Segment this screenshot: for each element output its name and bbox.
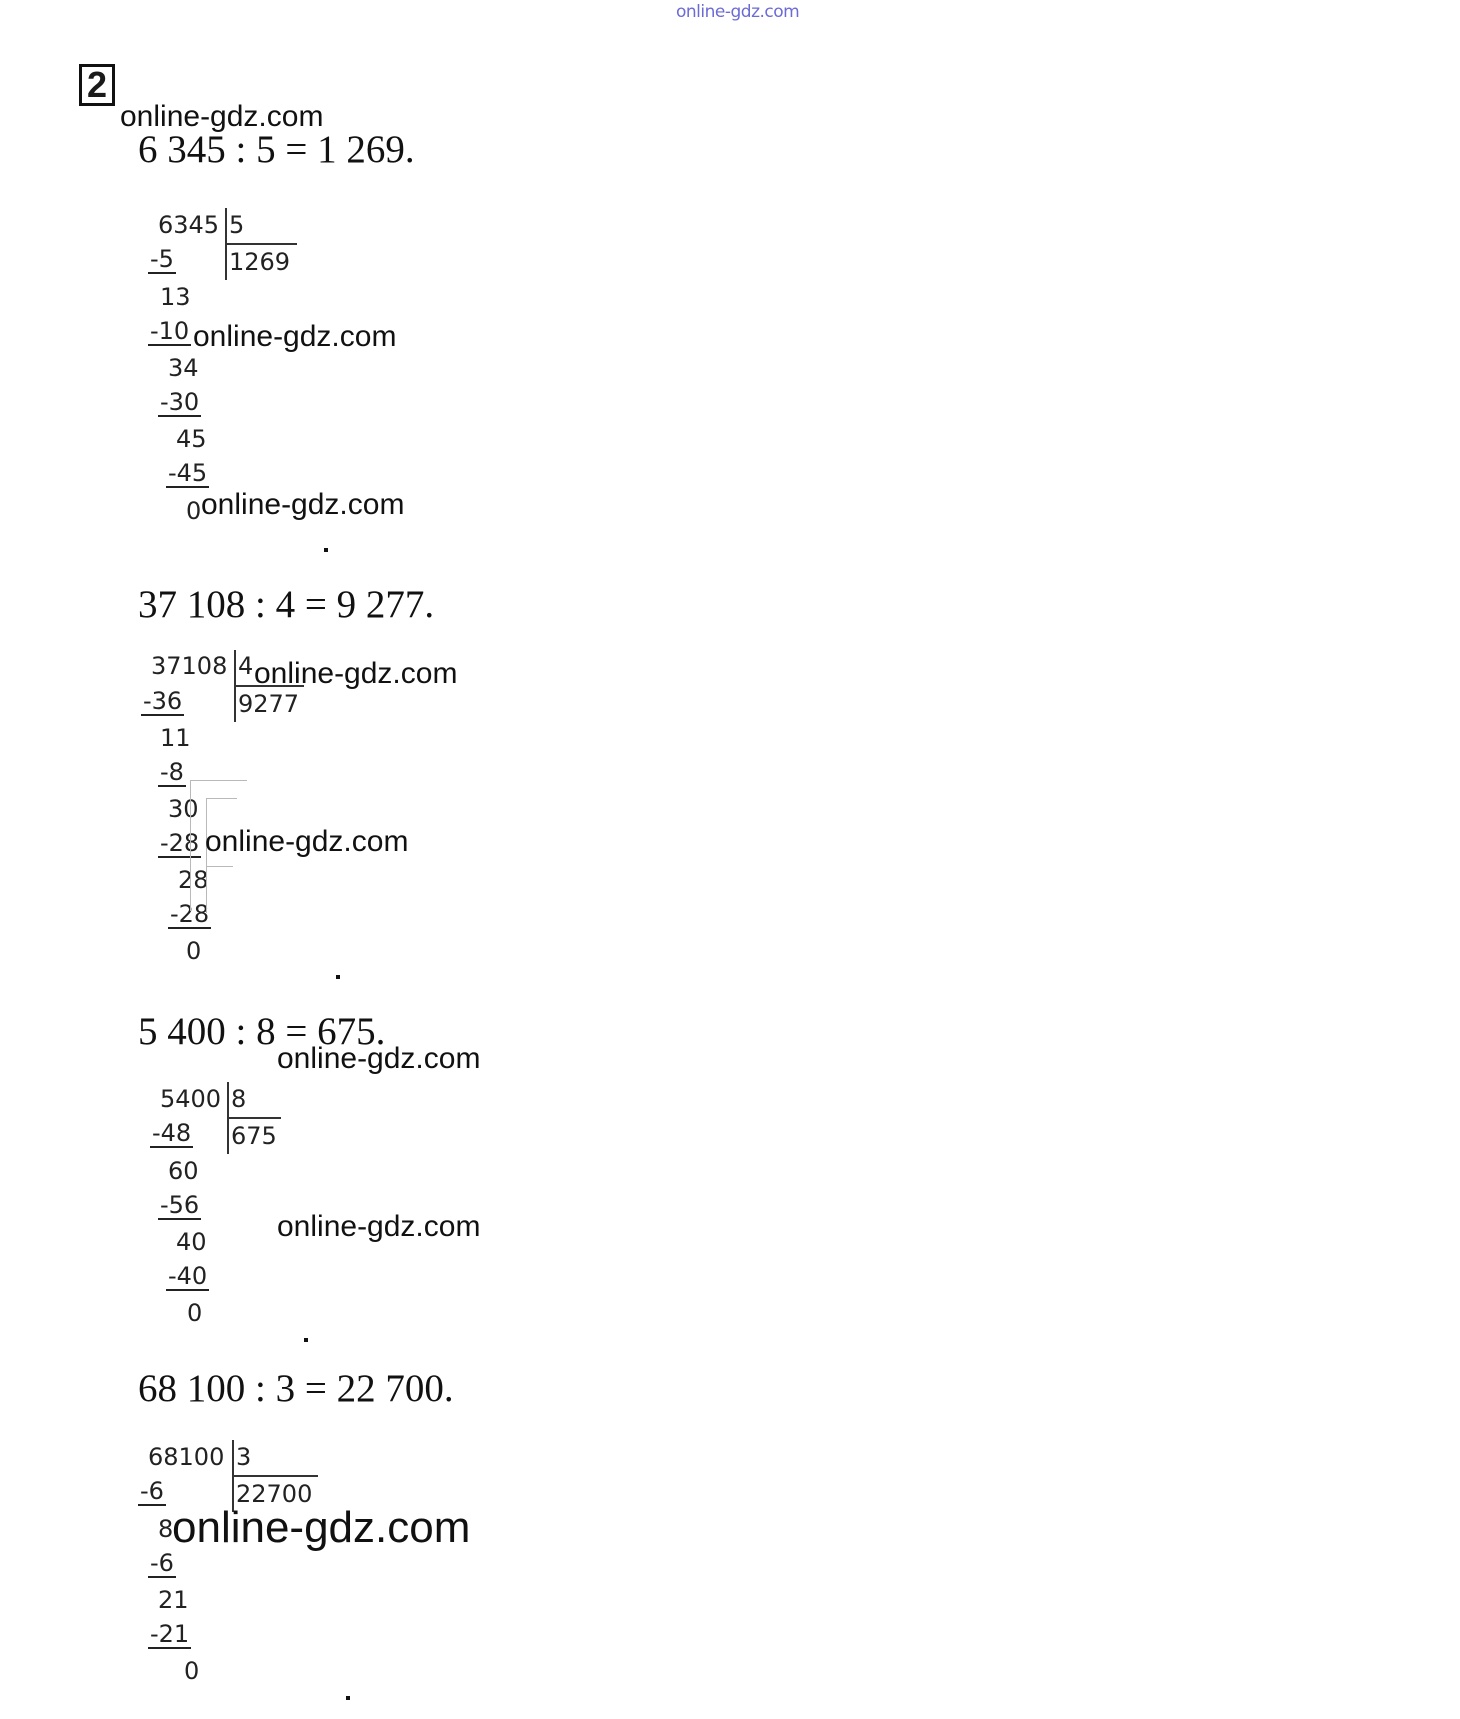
step: 0 xyxy=(187,1299,203,1327)
quotient: 675 xyxy=(231,1122,277,1150)
step: -56 xyxy=(160,1191,200,1219)
watermark: online-gdz.com xyxy=(172,1503,471,1552)
divisor: 8 xyxy=(231,1085,247,1113)
step: 0 xyxy=(186,937,202,965)
step: 0 xyxy=(186,497,202,525)
step: -6 xyxy=(150,1549,174,1577)
equation-3: 5 400 : 8 = 675. xyxy=(138,1010,386,1053)
step: 40 xyxy=(176,1228,207,1256)
step: 34 xyxy=(168,354,199,382)
step: -10 xyxy=(150,317,190,345)
step: 11 xyxy=(160,724,191,752)
watermark: online-gdz.com xyxy=(205,825,409,858)
step: -45 xyxy=(168,459,208,487)
watermark: online-gdz.com xyxy=(193,320,397,353)
watermark: online-gdz.com xyxy=(120,100,324,133)
step: -8 xyxy=(160,758,184,786)
step: -28 xyxy=(160,829,200,857)
dividend: 5400 xyxy=(160,1085,222,1113)
step: 0 xyxy=(184,1657,200,1685)
step: 13 xyxy=(160,283,191,311)
watermark: online-gdz.com xyxy=(254,657,458,690)
step: -36 xyxy=(143,687,183,715)
divisor: 4 xyxy=(238,652,254,680)
quotient: 9277 xyxy=(238,690,300,718)
task-number: 2 xyxy=(79,64,115,106)
quotient: 22700 xyxy=(236,1480,313,1508)
divisor: 5 xyxy=(229,211,245,239)
step: -6 xyxy=(140,1477,164,1505)
step: -30 xyxy=(160,388,200,416)
step: 28 xyxy=(178,866,209,894)
divisor: 3 xyxy=(236,1443,252,1471)
quotient: 1269 xyxy=(229,248,291,276)
equation-2: 37 108 : 4 = 9 277. xyxy=(138,583,435,626)
step: 45 xyxy=(176,425,207,453)
step: 30 xyxy=(168,795,199,823)
dividend: 6345 xyxy=(158,211,220,239)
equation-4: 68 100 : 3 = 22 700. xyxy=(138,1367,454,1410)
step: -40 xyxy=(168,1262,208,1290)
step: -28 xyxy=(170,900,210,928)
watermark: online-gdz.com xyxy=(277,1210,481,1243)
step: 60 xyxy=(168,1157,199,1185)
step: -48 xyxy=(152,1119,192,1147)
step: -5 xyxy=(150,245,174,273)
equation-1: 6 345 : 5 = 1 269. xyxy=(138,128,415,171)
watermark: online-gdz.com xyxy=(201,488,405,521)
dividend: 68100 xyxy=(148,1443,225,1471)
site-logo: online-gdz.com xyxy=(676,2,800,22)
step: -21 xyxy=(150,1620,190,1648)
watermark: online-gdz.com xyxy=(277,1042,481,1075)
dividend: 37108 xyxy=(151,652,228,680)
step: 8 xyxy=(158,1515,174,1543)
step: 21 xyxy=(158,1586,189,1614)
